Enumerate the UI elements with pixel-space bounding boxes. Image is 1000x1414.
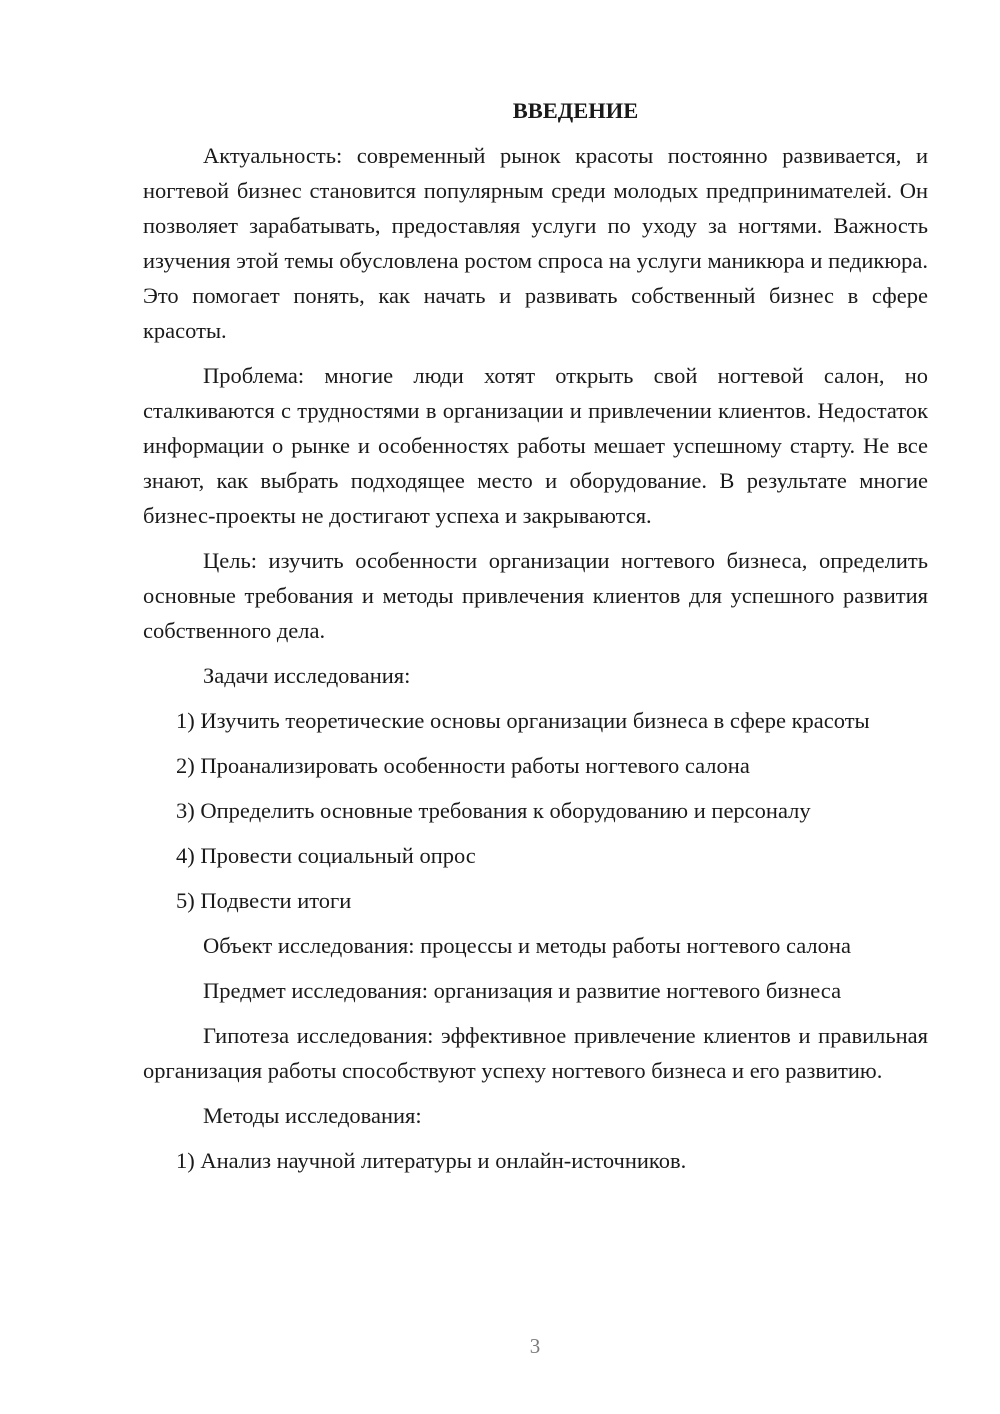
relevance-paragraph: Актуальность: современный рынок красоты постоянно развивается, и ногтевой бизнес становится популярным среди молодых предпринимателей. Он позволяет зарабатывать, предоставляя услуги по уходу за ногтями. Важность изучения этой темы обусловлена ростом спроса на услуги маникюра и педикюра. Это помогает понять, как начать и развивать собственный бизнес в сфере красоты. [143, 143, 928, 343]
section-title: ВВЕДЕНИЕ [512, 98, 639, 123]
tasks-heading: Задачи исследования: [203, 663, 411, 688]
task-item: 1) Изучить теоретические основы организации бизнеса в сфере красоты [176, 708, 870, 733]
hypothesis-paragraph: Гипотеза исследования: эффективное привлечение клиентов и правильная организация работы способствуют успеху ногтевого бизнеса и его развитию. [143, 1023, 928, 1083]
task-item: 5) Подвести итоги [176, 888, 352, 913]
task-item: 2) Проанализировать особенности работы ногтевого салона [176, 753, 750, 778]
object-line: Объект исследования: процессы и методы работы ногтевого салона [203, 933, 851, 958]
goal-paragraph: Цель: изучить особенности организации ногтевого бизнеса, определить основные требования и методы привлечения клиентов для успешного развития собственного дела. [143, 548, 928, 643]
task-item: 4) Провести социальный опрос [176, 843, 476, 868]
methods-heading: Методы исследования: [203, 1103, 422, 1128]
subject-line: Предмет исследования: организация и развитие ногтевого бизнеса [203, 978, 842, 1003]
task-item: 3) Определить основные требования к оборудованию и персоналу [176, 798, 811, 823]
problem-paragraph: Проблема: многие люди хотят открыть свой ногтевой салон, но сталкиваются с трудностями в организации и привлечении клиентов. Недостаток информации о рынке и особенностях работы мешает успешному старту. Не все знают, как выбрать подходящее место и оборудование. В результате многие бизнес-проекты не достигают успеха и закрываются. [143, 363, 928, 528]
page-content [143, 96, 928, 1188]
method-item: 1) Анализ научной литературы и онлайн-источников. [176, 1148, 687, 1173]
page-number: 3 [529, 1334, 541, 1358]
